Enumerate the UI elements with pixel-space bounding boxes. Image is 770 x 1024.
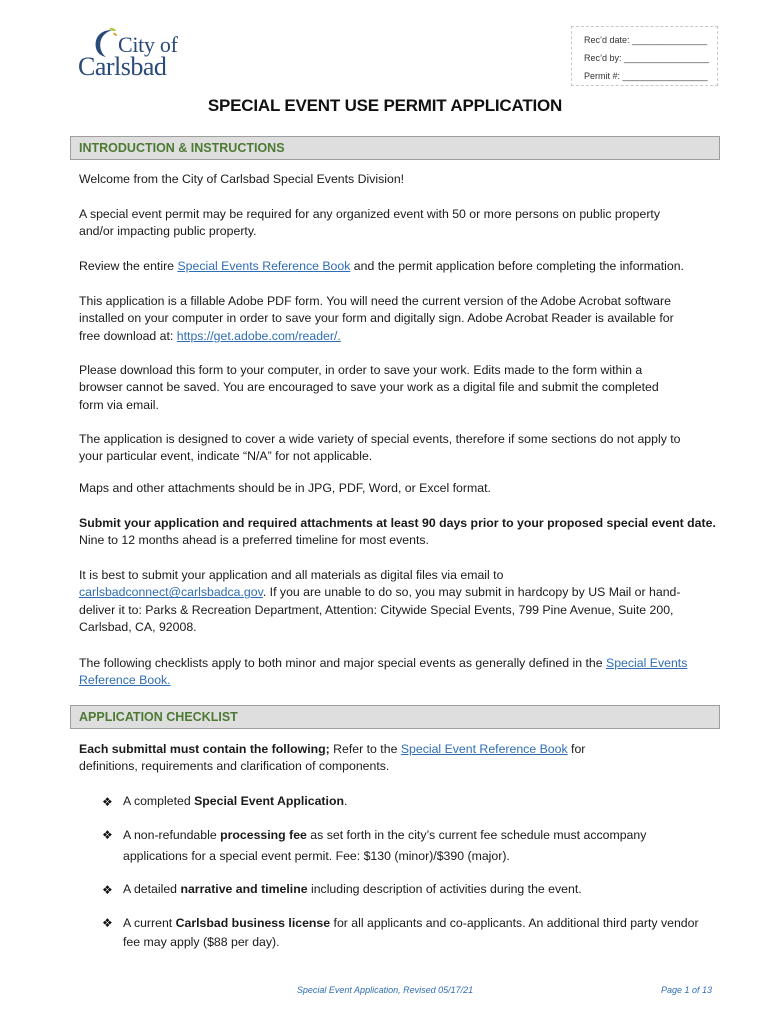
footer-revision: Special Event Application, Revised 05/17/21 — [296, 985, 474, 995]
bold-fragment: processing fee — [220, 828, 307, 842]
text-fragment: for all applicants and co-applicants. An additional third party vendor — [330, 916, 699, 930]
reference-book-link-2[interactable]: Special Events — [606, 656, 688, 670]
intro-section-header — [70, 136, 720, 160]
text-line: A special event permit may be required for any organized event with 50 or more persons on public property — [79, 207, 660, 221]
text-fragment: A non-refundable — [123, 828, 221, 842]
text-line: Nine to 12 months ahead is a preferred timeline for most events. — [79, 533, 429, 548]
reference-book-link-2-cont[interactable]: Reference Book. — [79, 673, 171, 688]
checklist-item — [123, 913, 723, 951]
text-line: form via email. — [79, 397, 159, 412]
text-fragment: . — [343, 794, 348, 808]
page-title: SPECIAL EVENT USE PERMIT APPLICATION — [207, 96, 563, 115]
bold-fragment: Special Event Application — [194, 794, 344, 808]
lead-bold-text: Each submittal must contain the following; — [79, 742, 330, 756]
footer-page-number: Page 1 of 13 — [661, 985, 713, 995]
checklist-lead-paragraph — [79, 741, 719, 776]
text-fragment: free download at: — [79, 328, 177, 343]
city-logo — [76, 22, 186, 80]
diamond-bullet-icon: ❖ — [102, 883, 113, 897]
text-line: Please download this form to your computer, in order to save your work. Edits made to the form within a — [79, 363, 643, 377]
designed-paragraph — [79, 431, 719, 466]
text-fragment: Review the entire — [79, 259, 178, 273]
diamond-bullet-icon: ❖ — [102, 916, 113, 930]
reference-book-link-3[interactable]: Special Event Reference Book — [400, 742, 568, 756]
recd-date-field[interactable]: Rec’d date: _______________ — [584, 35, 708, 45]
review-paragraph — [79, 258, 719, 275]
welcome-text: Welcome from the City of Carlsbad Special Events Division! — [79, 172, 405, 186]
fillable-form-paragraph — [79, 293, 719, 345]
text-fragment: Refer to the — [329, 742, 401, 756]
recd-by-field[interactable]: Rec’d by: _________________ — [584, 53, 710, 63]
diamond-bullet-icon: ❖ — [102, 828, 113, 842]
text-line: Maps and other attachments should be in JPG, PDF, Word, or Excel format. — [79, 481, 491, 495]
text-line: deliver it to: Parks & Recreation Department, Attention: Citywide Special Events, 799 Pine Avenue, Suite 200, — [79, 602, 674, 617]
bold-fragment: Carlsbad business license — [175, 916, 331, 930]
attachments-format-paragraph — [79, 480, 719, 497]
text-fragment: . If you are unable to do so, you may submit in hardcopy by US Mail or hand- — [262, 585, 681, 600]
intro-section-title: INTRODUCTION & INSTRUCTIONS — [79, 141, 285, 155]
text-fragment: A current — [123, 916, 176, 930]
permit-required-paragraph — [79, 206, 719, 241]
text-line: The application is designed to cover a wide variety of special events, therefore if some sections do not apply to — [79, 432, 681, 446]
welcome-paragraph — [79, 171, 719, 188]
checklist-section-header — [70, 705, 720, 729]
permit-number-field[interactable]: Permit #: _________________ — [584, 71, 708, 81]
text-line: installed on your computer in order to save your form and digitally sign. Adobe Acrobat Reader is available for — [79, 311, 674, 326]
received-stamp-box — [571, 26, 718, 86]
checklist-item — [123, 791, 723, 812]
checklists-apply-paragraph — [79, 655, 719, 690]
email-link[interactable]: carlsbadconnect@carlsbadca.gov — [79, 585, 263, 600]
text-line: your particular event, indicate “N/A” for not applicable. — [79, 449, 373, 464]
text-line: applications for a special event permit. Fee: $130 (minor)/$390 (major). — [123, 849, 510, 863]
email-submission-paragraph — [79, 567, 719, 636]
checklist-item — [123, 825, 723, 867]
text-fragment: for — [567, 742, 586, 756]
text-fragment: as set forth in the city’s current fee schedule must accompany — [306, 828, 647, 842]
bold-fragment: narrative and timeline — [180, 882, 308, 896]
text-line: browser cannot be saved. You are encouraged to save your work as a digital file and submit the completed — [79, 380, 659, 395]
logo-text-line2: Carlsbad — [78, 52, 167, 81]
adobe-reader-link[interactable]: https://get.adobe.com/reader/. — [176, 328, 341, 343]
checklist-section-title: APPLICATION CHECKLIST — [79, 710, 238, 724]
submit-deadline-paragraph — [79, 515, 719, 550]
text-line: Carlsbad, CA, 92008. — [79, 619, 197, 634]
text-fragment: A completed — [123, 794, 195, 808]
text-line: This application is a fillable Adobe PDF form. You will need the current version of the Adobe Acrobat software — [79, 294, 671, 308]
deadline-bold-text: Submit your application and required attachments at least 90 days prior to your proposed special event date. — [79, 516, 716, 530]
text-line: definitions, requirements and clarification of components. — [79, 759, 390, 774]
text-line: and/or impacting public property. — [79, 224, 257, 239]
logo-text-line1: City of — [118, 32, 178, 57]
reference-book-link[interactable]: Special Events Reference Book — [177, 259, 351, 273]
text-line: It is best to submit your application and all materials as digital files via email to — [79, 568, 504, 582]
checklist-item — [123, 879, 723, 900]
text-line: fee may apply ($88 per day). — [123, 935, 280, 949]
download-paragraph — [79, 362, 719, 414]
text-fragment: A detailed — [123, 882, 181, 896]
diamond-bullet-icon: ❖ — [102, 795, 113, 809]
text-fragment: The following checklists apply to both minor and major special events as generally defined in the — [79, 656, 607, 670]
text-fragment: and the permit application before completing the information. — [350, 259, 684, 273]
text-fragment: including description of activities during the event. — [307, 882, 582, 896]
